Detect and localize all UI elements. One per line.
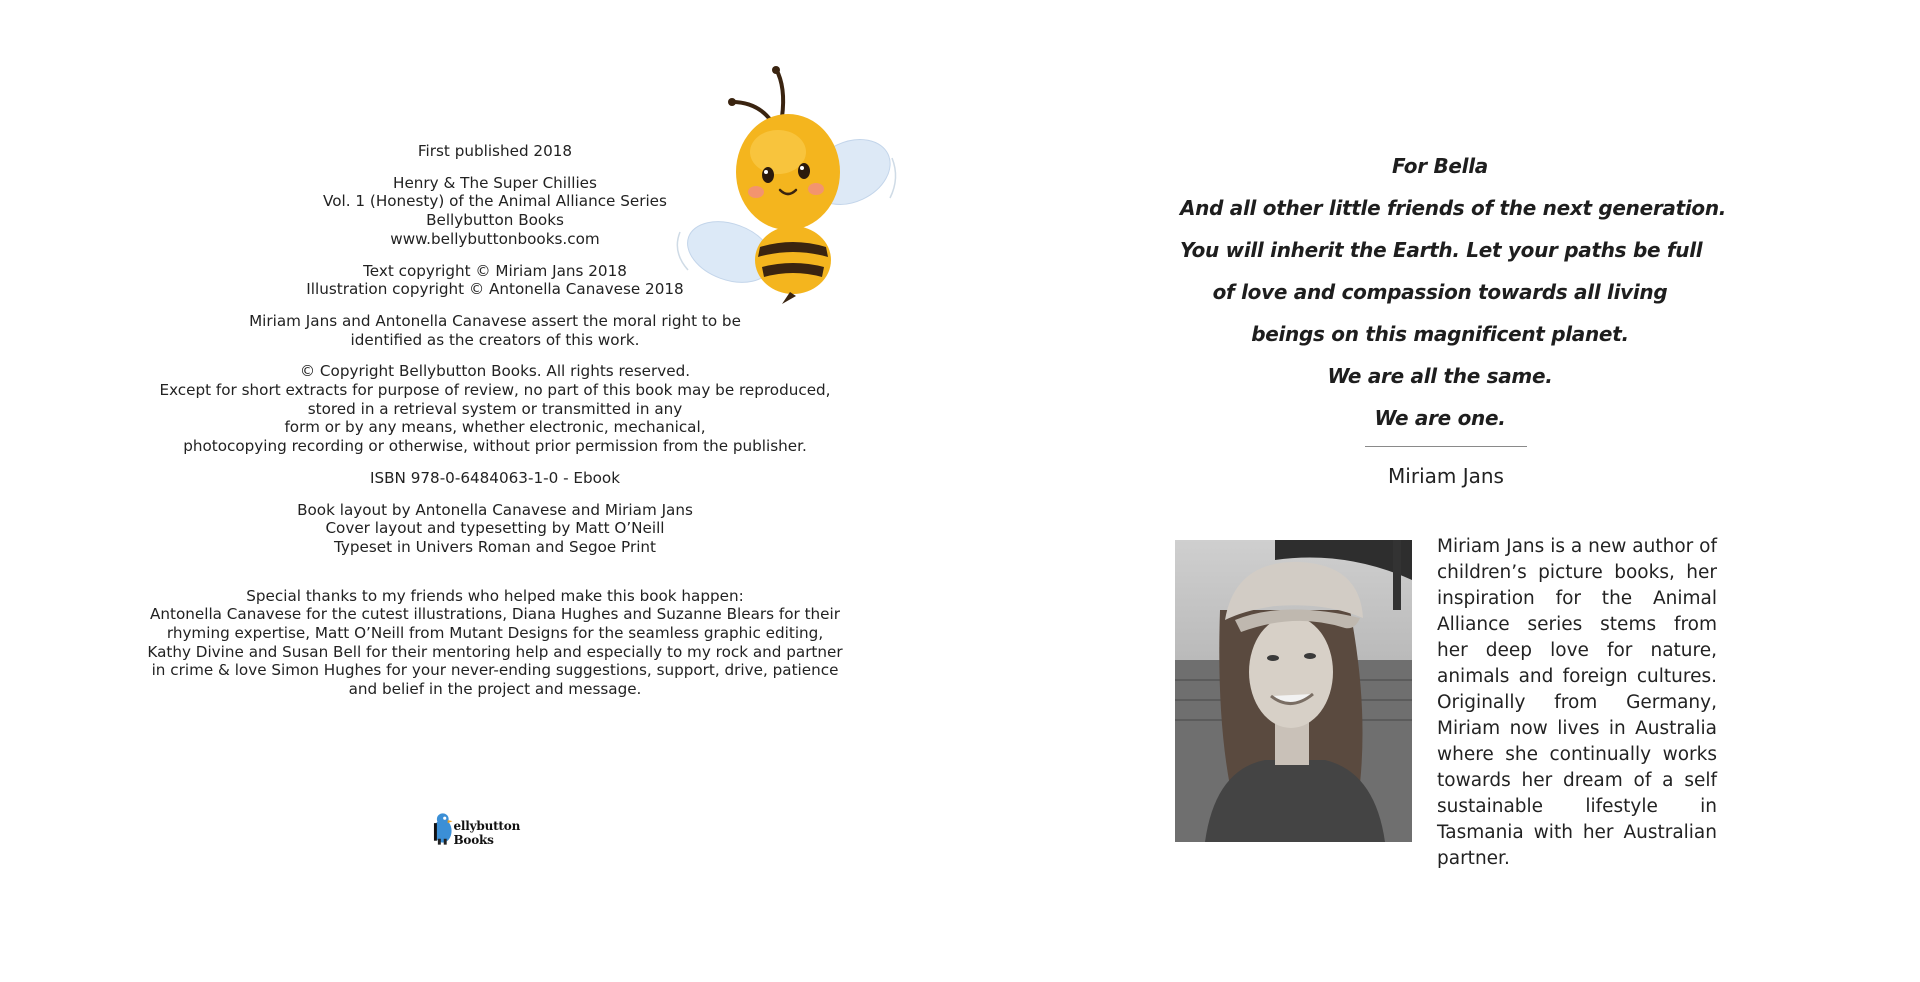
portrait-image <box>1175 540 1412 842</box>
author-photo <box>1175 540 1412 842</box>
publisher-logo <box>432 808 562 848</box>
isbn: ISBN 978-0-6484063-1-0 - Ebook <box>369 468 620 487</box>
special-thanks-block <box>140 587 850 699</box>
series-line: Vol. 1 (Honesty) of the Animal Alliance Series <box>323 192 667 211</box>
moral-right-line: Miriam Jans and Antonella Canavese assert the moral right to be <box>249 311 741 330</box>
rights-line: photocopying recording or otherwise, without prior permission from the publisher. <box>183 437 807 456</box>
dedication-line: We are all the same. <box>1327 364 1553 388</box>
illustration-copyright: Illustration copyright © Antonella Canavese 2018 <box>306 280 684 299</box>
dedication-line: beings on this magnificent planet. <box>1251 322 1629 346</box>
bee-illustration <box>660 62 920 312</box>
rights-line: © Copyright Bellybutton Books. All rights reserved. <box>299 362 691 381</box>
thanks-line: rhyming expertise, Matt O’Neill from Mutant Designs for the seamless graphic editing, <box>166 624 824 643</box>
bee-icon <box>660 62 920 312</box>
author-bio: Miriam Jans is a new author of children’s picture books, her inspiration for the Animal Alliance series stems from her deep love for nature, animals and foreign cultures. Originally from Germany, Miriam now lives in Australia where she continually works towards her dream of a self sustainable lifestyle in Tasmania with her Australian partner. <box>1437 536 1717 869</box>
credit-line: Cover layout and typesetting by Matt O’Neill <box>325 519 665 538</box>
thanks-line: Special thanks to my friends who helped make this book happen: <box>246 586 744 605</box>
text-copyright: Text copyright © Miriam Jans 2018 <box>363 261 627 280</box>
isbn-block <box>140 469 850 488</box>
moral-right-block <box>140 312 850 349</box>
dedication-line: of love and compassion towards all living <box>1212 280 1668 304</box>
dedication-line: And all other little friends of the next generation. <box>1180 196 1727 220</box>
rights-line: stored in a retrieval system or transmitted in any <box>307 399 683 418</box>
thanks-line: and belief in the project and message. <box>348 680 642 699</box>
signature-divider <box>1365 446 1527 447</box>
credits-block <box>140 501 850 557</box>
first-published: First published 2018 <box>417 142 573 160</box>
dedication <box>1180 145 1727 439</box>
credit-line: Typeset in Univers Roman and Segoe Print <box>333 537 656 556</box>
rights-line: form or by any means, whether electronic, mechanical, <box>284 418 706 437</box>
dedication-line: We are one. <box>1374 406 1506 430</box>
website-line: www.bellybuttonbooks.com <box>390 229 600 248</box>
publisher-line: Bellybutton Books <box>426 211 564 230</box>
dedication-line: For Bella <box>1392 154 1488 178</box>
rights-line: Except for short extracts for purpose of review, no part of this book may be reproduced, <box>159 381 831 400</box>
credit-line: Book layout by Antonella Canavese and Miriam Jans <box>297 500 693 519</box>
dedication-signature: Miriam Jans <box>1388 464 1504 488</box>
publisher-logo-text: ellybutton Books <box>453 819 521 847</box>
thanks-line: Antonella Canavese for the cutest illustrations, Diana Hughes and Suzanne Blears for their <box>150 605 840 624</box>
book-title-line: Henry & The Super Chillies <box>393 173 597 192</box>
moral-right-line: identified as the creators of this work. <box>350 330 640 349</box>
thanks-line: in crime & love Simon Hughes for your never-ending suggestions, support, drive, patience <box>151 661 839 680</box>
rights-reserved-block <box>140 362 850 456</box>
thanks-line: Kathy Divine and Susan Bell for their mentoring help and especially to my rock and partner <box>147 642 843 661</box>
dedication-line: You will inherit the Earth. Let your paths be full <box>1180 238 1703 262</box>
